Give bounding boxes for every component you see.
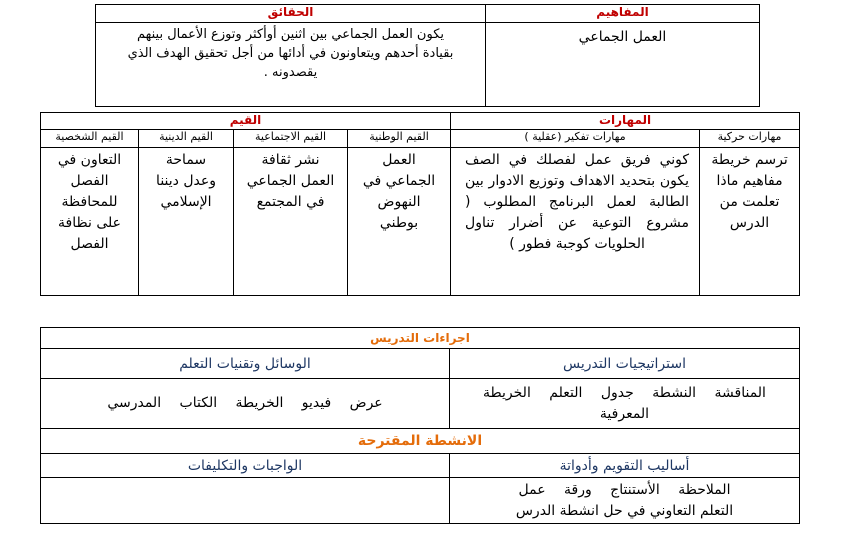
- evaluation-header: أساليب التقويم وأدواتة: [450, 454, 800, 478]
- social-values-header: القيم الاجتماعية: [234, 130, 348, 148]
- evaluation-line-2: التعلم التعاوني في حل انشطة الدرس: [515, 503, 734, 519]
- thinking-skills-value: كوني فريق عمل لفصلك في الصف يكون بتحديد الاهداف وتوزيع الادوار بين الطالبة لعمل البرنامج المطلوب ( مشروع التوعية عن أضرار تناول الحلويات كوجبة فطور ): [451, 148, 700, 296]
- procedures-header: اجراءات التدريس: [41, 328, 800, 349]
- fact-value: يكون العمل الجماعي بين اثنين أوأكثر وتوزع الأعمال بينهم بقيادة أحدهم ويتعاونون في أدائها من أجل تحقيق الهدف الذي يقصدونه .: [96, 23, 486, 107]
- concepts-header: المفاهيم: [486, 5, 760, 23]
- values-header: القيم: [41, 113, 451, 130]
- evaluation-line-1: الملاحظة الأستنتاج ورقة عمل: [518, 482, 731, 498]
- national-values-value: العمل الجماعي في النهوض بوطني: [348, 148, 451, 296]
- homework-value: [41, 478, 450, 524]
- religious-values-value: سماحة وعدل ديننا الإسلامي: [139, 148, 234, 296]
- strategies-header: استراتيجيات التدريس: [450, 349, 800, 379]
- evaluation-value: [450, 478, 800, 524]
- facts-header: الحقائق: [96, 5, 486, 23]
- religious-values-header: القيم الدينية: [139, 130, 234, 148]
- thinking-skills-header: مهارات تفكير (عقلية ): [451, 130, 700, 148]
- tools-value: عرض فيديو الخريطة الكتاب المدرسي: [41, 379, 450, 429]
- personal-values-header: القيم الشخصية: [41, 130, 139, 148]
- skills-values-table: [40, 112, 800, 296]
- motor-skills-value: ترسم خريطة مفاهيم ماذا تعلمت من الدرس: [700, 148, 800, 296]
- homework-header: الواجبات والتكليفات: [41, 454, 450, 478]
- skills-header: المهارات: [451, 113, 800, 130]
- procedures-table: [40, 327, 800, 524]
- social-values-value: نشر ثقافة العمل الجماعي في المجتمع: [234, 148, 348, 296]
- strategies-value: المناقشة النشطة جدول التعلم الخريطة المعرفية: [450, 379, 800, 429]
- concepts-facts-table: [95, 4, 760, 107]
- national-values-header: القيم الوطنية: [348, 130, 451, 148]
- activities-header: الانشطة المقترحة: [41, 429, 800, 454]
- concept-value: العمل الجماعي: [486, 23, 760, 107]
- motor-skills-header: مهارات حركية: [700, 130, 800, 148]
- personal-values-value: التعاون في الفصل للمحافظة على نظافة الفصل: [41, 148, 139, 296]
- tools-header: الوسائل وتقنيات التعلم: [41, 349, 450, 379]
